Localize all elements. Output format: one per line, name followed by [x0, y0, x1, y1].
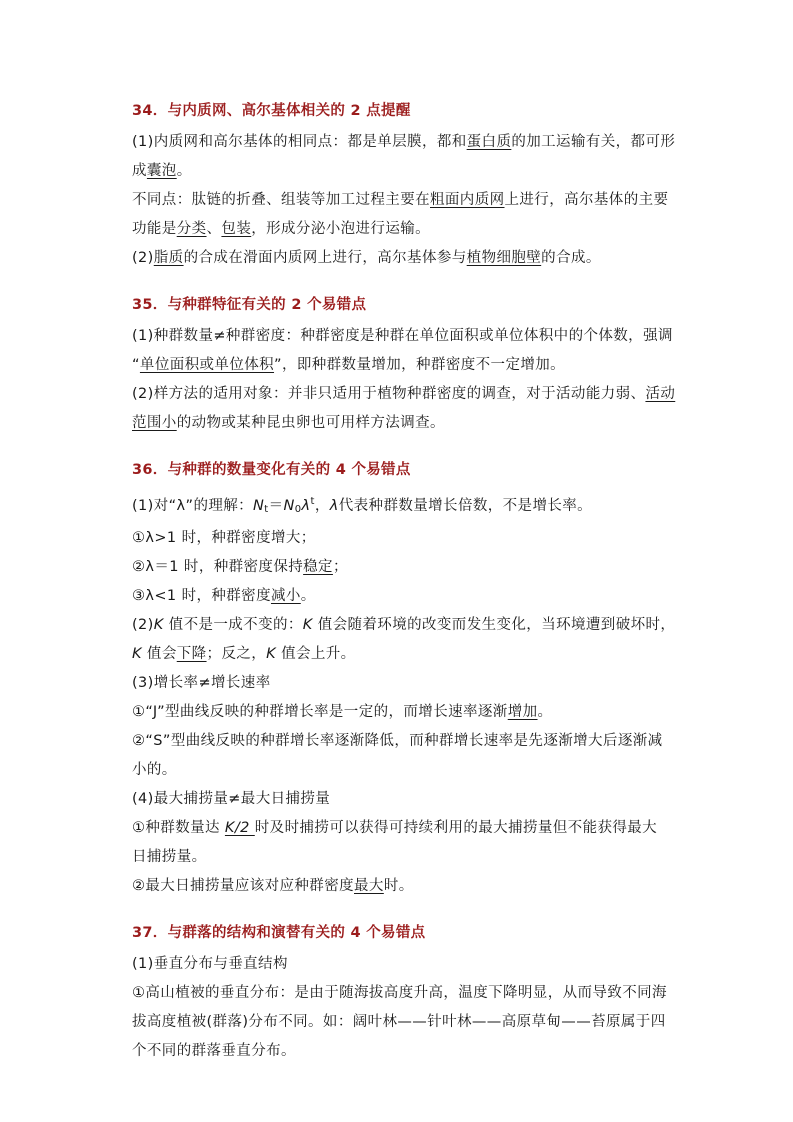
formula-symbol: N: [253, 498, 265, 514]
text: ②λ＝1 时，种群密度保持: [132, 559, 304, 575]
text-line: [132, 409, 672, 438]
underlined-term: 活动: [645, 386, 676, 402]
text: 代表种群数量增长倍数，不是增长率。: [338, 498, 593, 514]
text: ”，即种群数量增加，种群密度不一定增加。: [274, 357, 566, 373]
text-line: [132, 128, 676, 157]
section-35: [132, 294, 676, 438]
formula-symbol: λ: [301, 498, 311, 514]
text-line: [132, 698, 672, 727]
formula-symbol: K: [302, 617, 313, 633]
underlined-term: 植物细胞壁: [466, 250, 542, 266]
text: 值会上升。: [276, 646, 356, 662]
text: 、: [206, 221, 222, 237]
text: 的加工运输有关，都可形: [511, 134, 676, 150]
text-line: [132, 244, 672, 273]
underlined-term: K/2: [224, 820, 255, 836]
text-line: ①高山植被的垂直分布：是由于随海拔高度升高，温度下降明显，从而导致不同海: [132, 985, 667, 1001]
text: 上进行，高尔基体的主要: [504, 192, 669, 208]
underlined-term: 脂质: [153, 250, 184, 266]
text: 成: [132, 163, 147, 179]
section-34: [132, 100, 676, 273]
text: 的合成在滑面内质网上进行，高尔基体参与: [183, 250, 467, 266]
text-line: [132, 582, 672, 611]
formula-symbol: λ: [329, 498, 339, 514]
underlined-term: 减小: [270, 588, 301, 604]
text: “: [132, 357, 140, 373]
text: 。: [537, 704, 553, 720]
formula-symbol: N: [283, 498, 295, 514]
section-title: 37．与群落的结构和演替有关的 4 个易错点: [132, 925, 426, 941]
text: 的合成。: [541, 250, 601, 266]
section-title: 35．与种群特征有关的 2 个易错点: [132, 297, 367, 313]
text-line: [132, 380, 676, 409]
formula-symbol: K: [266, 646, 277, 662]
text-line: [132, 814, 672, 843]
text: 值会: [141, 646, 177, 662]
text: ，: [314, 498, 330, 514]
text: 功能是: [132, 221, 177, 237]
text-line: (4)最大捕捞量≠最大日捕捞量: [132, 791, 331, 807]
underlined-term: 粗面内质网: [430, 192, 505, 208]
text: ②最大日捕捞量应该对应种群密度: [132, 878, 354, 894]
underlined-term: 囊泡: [146, 163, 177, 179]
text: 值会随着环境的改变而发生变化，当环境遭到破坏时，: [312, 617, 676, 633]
text-line: ②“S”型曲线反映的种群增长率逐渐降低，而种群增长速率是先逐渐增大后逐渐减: [132, 733, 663, 749]
section-spacer: [132, 273, 672, 294]
underlined-term: 蛋白质: [466, 134, 512, 150]
underlined-term: 下降: [176, 646, 207, 662]
text: 的动物或某种昆虫卵也可用样方法调查。: [176, 415, 445, 431]
text: ，形成分泌小泡进行运输。: [251, 221, 431, 237]
underlined-term: 包装: [221, 221, 252, 237]
formula-superscript: t: [310, 496, 315, 507]
section-title: 34．与内质网、高尔基体相关的 2 点提醒: [132, 103, 411, 119]
formula-symbol: K: [153, 617, 164, 633]
text: ①“J”型曲线反映的种群增长率是一定的，而增长速率逐渐: [132, 704, 508, 720]
text: (1)内质网和高尔基体的相同点：都是单层膜，都和: [132, 134, 467, 150]
text-line: [132, 157, 672, 186]
text-line: [132, 611, 676, 640]
text: (2)样方法的适用对象：并非只适用于植物种群密度的调查，对于活动能力弱、: [132, 386, 646, 402]
text: (2): [132, 250, 154, 266]
text: ；反之，: [206, 646, 267, 662]
underlined-term: 最大: [354, 878, 384, 894]
document-page: [132, 100, 676, 1066]
text-line: 拔高度植被(群落)分布不同。如：阔叶林——针叶林——高原草甸——苔原属于四: [132, 1014, 666, 1030]
text-line: [132, 640, 672, 669]
underlined-term: 增加: [507, 704, 538, 720]
formula-subscript: t: [264, 504, 269, 515]
underlined-term: 范围小: [132, 415, 177, 431]
text-line: (1)垂直分布与垂直结构: [132, 956, 288, 972]
formula-subscript: 0: [294, 504, 302, 515]
text-line: ①λ>1 时，种群密度增大；: [132, 530, 316, 546]
text: ①种群数量达: [132, 820, 225, 836]
section-36: [132, 459, 676, 901]
underlined-term: 分类: [176, 221, 207, 237]
text: 。: [300, 588, 316, 604]
text-line: 日捕捞量。: [132, 849, 207, 865]
text-line: (3)增长率≠增长速率: [132, 675, 271, 691]
text-line: [132, 553, 672, 582]
formula-symbol: K: [132, 646, 142, 662]
section-spacer: [132, 438, 672, 459]
text-line: [132, 351, 672, 380]
section-37: [132, 922, 672, 1066]
text: (2): [132, 617, 154, 633]
text: 。: [176, 163, 192, 179]
text: ＝: [268, 498, 284, 514]
text: (1)对“λ”的理解：: [132, 498, 254, 514]
text: 值不是一成不变的：: [163, 617, 303, 633]
section-spacer: [132, 901, 672, 922]
underlined-term: 单位面积或单位体积: [139, 357, 275, 373]
text-line: [132, 872, 672, 901]
text: ；: [332, 559, 348, 575]
text: 不同点：肽链的折叠、组装等加工过程主要在: [132, 192, 430, 208]
text-line: [132, 186, 672, 215]
underlined-term: 稳定: [303, 559, 333, 575]
text-line: 小的。: [132, 762, 177, 778]
lambda-definition-line: [132, 487, 672, 524]
text: ③λ<1 时，种群密度: [132, 588, 271, 604]
text: 时及时捕捞可以获得可持续利用的最大捕捞量但不能获得最大: [254, 820, 658, 836]
text-line: (1)种群数量≠种群密度：种群密度是种群在单位面积或单位体积中的个体数，强调: [132, 328, 673, 344]
section-title: 36．与种群的数量变化有关的 4 个易错点: [132, 462, 411, 478]
text-line: 个不同的群落垂直分布。: [132, 1043, 296, 1059]
text: 时。: [383, 878, 414, 894]
text-line: [132, 215, 672, 244]
